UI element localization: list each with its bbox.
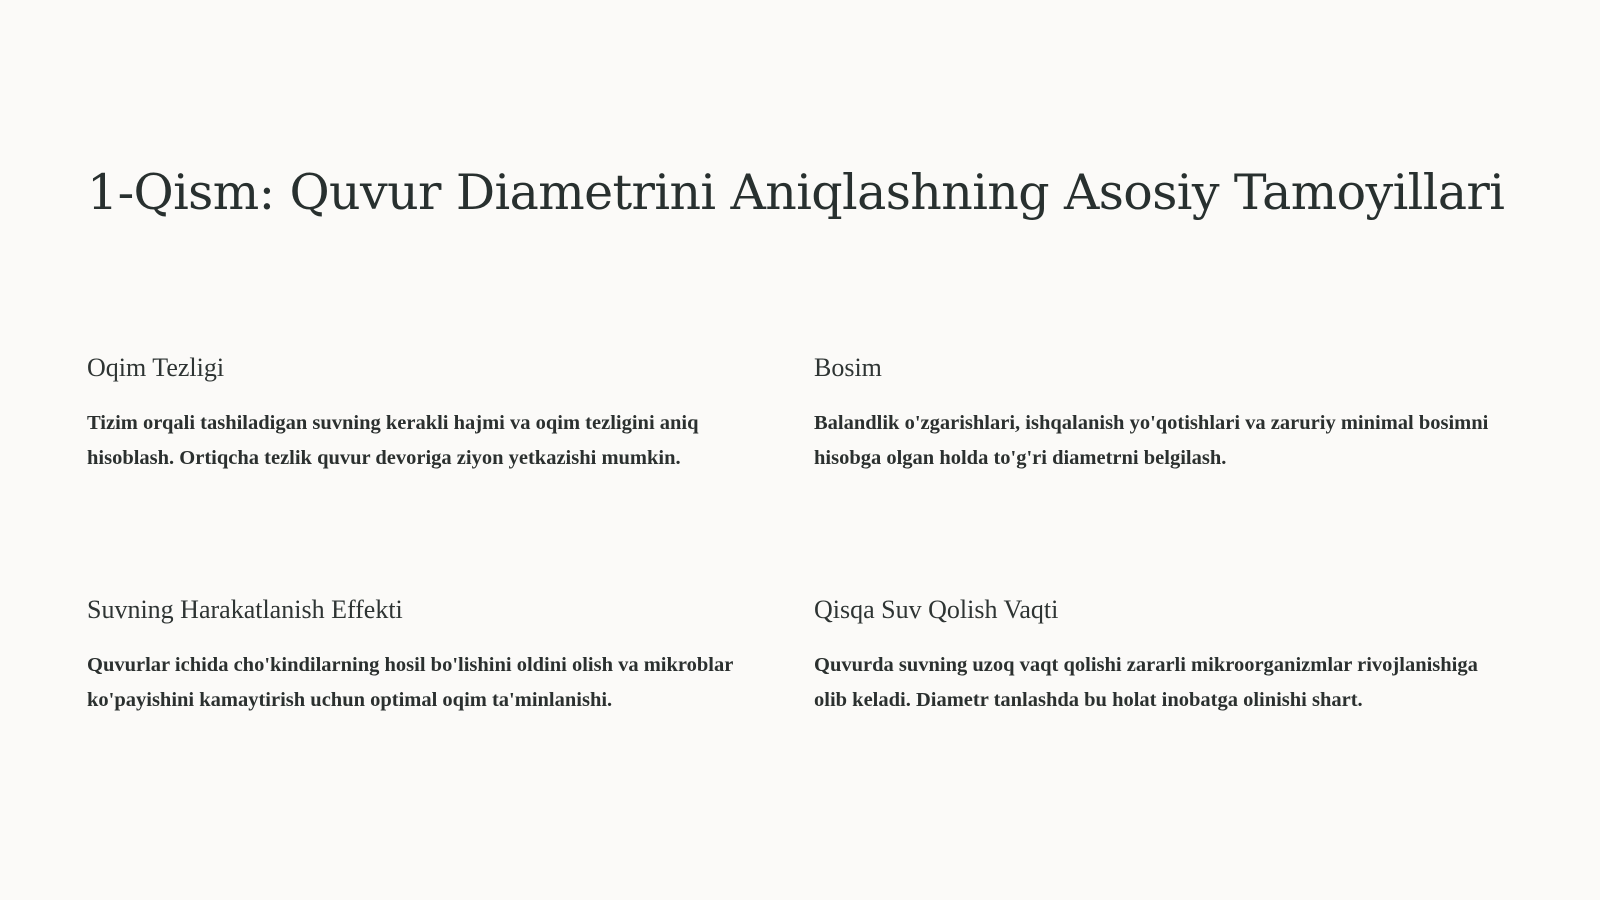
section-suv-qolish-vaqti: [814, 594, 1504, 718]
slide-title: 1-Qism: Quvur Diametrini Aniqlashning Asosiy Tamoyillari: [87, 164, 1505, 221]
section-harakatlanish-effekti: [87, 594, 777, 718]
section-heading: Bosim: [814, 353, 882, 382]
section-heading: Qisqa Suv Qolish Vaqti: [814, 595, 1059, 624]
section-body: Tizim orqali tashiladigan suvning kerakli hajmi va oqim tezligini aniq hisoblash. Ortiqcha tezlik quvur devoriga ziyon yetkazishi mumkin.: [87, 412, 699, 469]
section-bosim: [814, 352, 1504, 476]
section-body: Quvurda suvning uzoq vaqt qolishi zararli mikroorganizmlar rivojlanishiga olib keladi. Diametr tanlashda bu holat inobatga olinishi shart.: [814, 654, 1478, 711]
section-oqim-tezligi: [87, 352, 777, 476]
section-body: Balandlik o'zgarishlari, ishqalanish yo'qotishlari va zaruriy minimal bosimni hisobga olgan holda to'g'ri diametrni belgilash.: [814, 412, 1489, 469]
section-heading: Oqim Tezligi: [87, 353, 225, 382]
section-heading: Suvning Harakatlanish Effekti: [87, 595, 403, 624]
section-body: Quvurlar ichida cho'kindilarning hosil bo'lishini oldini olish va mikroblar ko'payishini kamaytirish uchun optimal oqim ta'minlanishi.: [87, 654, 733, 711]
